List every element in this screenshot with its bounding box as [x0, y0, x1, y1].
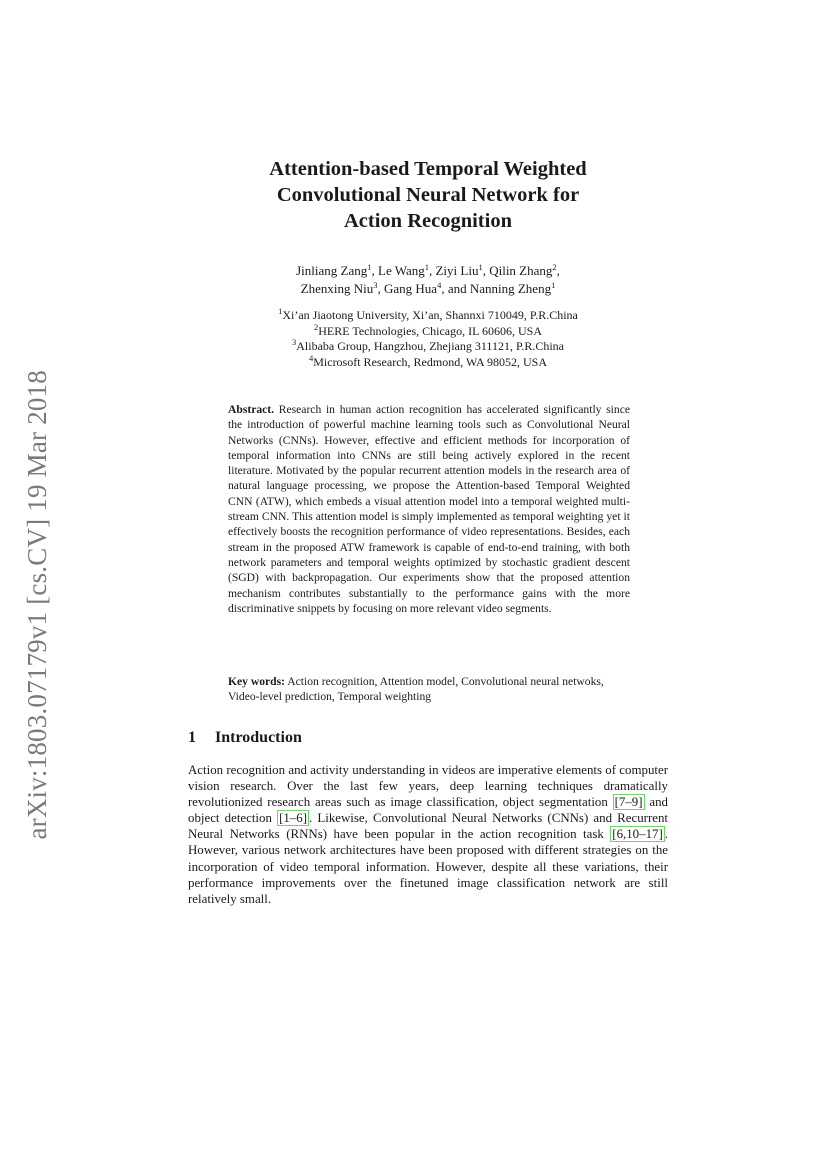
affiliation — [188, 308, 668, 324]
affiliation-text: Alibaba Group, Hangzhou, Zhejiang 311121, P.R.China — [296, 339, 564, 353]
author-separator: , and — [441, 281, 470, 296]
affiliation — [188, 339, 668, 355]
author-line-2 — [188, 280, 668, 298]
section-number: 1 — [188, 729, 196, 746]
author-name: Gang Hua — [383, 281, 438, 296]
section-heading — [188, 729, 302, 747]
arxiv-identifier — [22, 360, 52, 850]
author-affil-mark: 3 — [373, 280, 378, 290]
keywords-label: Key words: — [228, 675, 285, 688]
citation-link[interactable]: [1–6] — [279, 811, 307, 826]
citation-link[interactable]: [6,10–17] — [612, 827, 663, 842]
author-affil-mark: 1 — [551, 280, 556, 290]
author-name: Jinliang Zang — [296, 263, 368, 278]
affiliation-text: Microsoft Research, Redmond, WA 98052, USA — [313, 354, 547, 369]
author-separator: , — [556, 263, 560, 278]
author-separator: , — [482, 263, 490, 278]
author-affil-mark: 1 — [478, 262, 483, 272]
author-separator: , — [371, 263, 378, 278]
citation-link[interactable]: [7–9] — [614, 795, 643, 810]
author-separator: , — [377, 281, 384, 296]
title-line: Action Recognition — [344, 210, 512, 232]
author-line-1 — [188, 262, 668, 280]
introduction-body — [188, 762, 668, 907]
author-affil-mark: 1 — [424, 262, 429, 272]
keywords — [228, 674, 630, 705]
affiliation-mark: 4 — [308, 352, 314, 363]
author-list — [188, 262, 668, 298]
title-line: Attention-based Temporal Weighted — [269, 158, 587, 180]
author-name: Le Wang — [378, 263, 425, 278]
abstract-text: Research in human action recognition has accelerated significantly since the introduction of powerful machine learning tools such as Convolutional Neural Networks (CNNs). However, effective and efficient methods for incorporation of temporal information into CNNs are still being actively explored in the recent literature. Motivated by the popular recurrent attention models in the research area of natural language processing, we propose the Attention-based Temporal Weighted CNN (ATW), which embeds a visual attention model into a temporal weighted multi-stream CNN. This attention model is simply implemented as temporal weighting yet it effectively boosts the recognition performance of video representations. Besides, each stream in the proposed ATW framework is capable of end-to-end training, with both network parameters and temporal weights optimized by stochastic gradient descent (SGD) with backpropagation. Our experiments show that the proposed attention mechanism contributes substantially to the performance gains with the more discriminative snippets by focusing on more relevant video segments. — [228, 403, 630, 615]
author-affil-mark: 4 — [437, 280, 442, 290]
paper-title — [188, 156, 668, 234]
author-affil-mark: 2 — [552, 262, 557, 272]
affiliation-text: Xi’an Jiaotong University, Xi’an, Shannxi 710049, P.R.China — [282, 308, 578, 322]
intro-text: . Likewise, Convolutional Neural Networks (CNNs) and Recurrent Neural Networks (RNNs) have been popular in the action recognition task — [188, 811, 668, 842]
abstract — [228, 402, 630, 616]
intro-paragraph — [188, 762, 668, 907]
intro-text: . However, various network architectures have been proposed with different strategies on the incorporation of video temporal information. However, despite all these variations, their performance improvements over the finetuned image classification network are still relatively small. — [188, 827, 668, 906]
intro-text: Action recognition and activity understanding in videos are imperative elements of computer vision research. Over the last few years, deep learning techniques dramatically revolutionized research areas such as image classification, object segmentation — [188, 763, 668, 810]
author-affil-mark: 1 — [367, 262, 372, 272]
arxiv-identifier-text: arXiv:1803.07179v1 [cs.CV] 19 Mar 2018 — [21, 370, 52, 840]
intro-text: and object detection — [188, 795, 668, 826]
section-title: Introduction — [215, 729, 302, 746]
keywords-text: Action recognition, Attention model, Convolutional neural netwoks, Video-level prediction, Temporal weighting — [228, 675, 604, 704]
author-name: Nanning Zheng — [469, 281, 552, 296]
abstract-label: Abstract. — [228, 403, 275, 416]
affiliation — [188, 321, 668, 340]
author-name: Zhenxing Niu — [300, 281, 374, 296]
abstract-paragraph — [228, 402, 630, 616]
affiliation-mark: 3 — [292, 337, 297, 347]
affiliation-mark: 2 — [313, 321, 319, 332]
affiliation-mark: 1 — [278, 306, 283, 316]
author-name: Qilin Zhang — [489, 263, 553, 278]
affiliation-text: HERE Technologies, Chicago, IL 60606, USA — [318, 323, 543, 338]
keywords-paragraph — [228, 674, 630, 705]
affiliation-list — [188, 308, 668, 370]
author-name: Ziyi Liu — [435, 263, 479, 278]
title-line: Convolutional Neural Network for — [276, 184, 580, 206]
affiliation — [188, 352, 668, 371]
author-separator: , — [428, 263, 436, 278]
